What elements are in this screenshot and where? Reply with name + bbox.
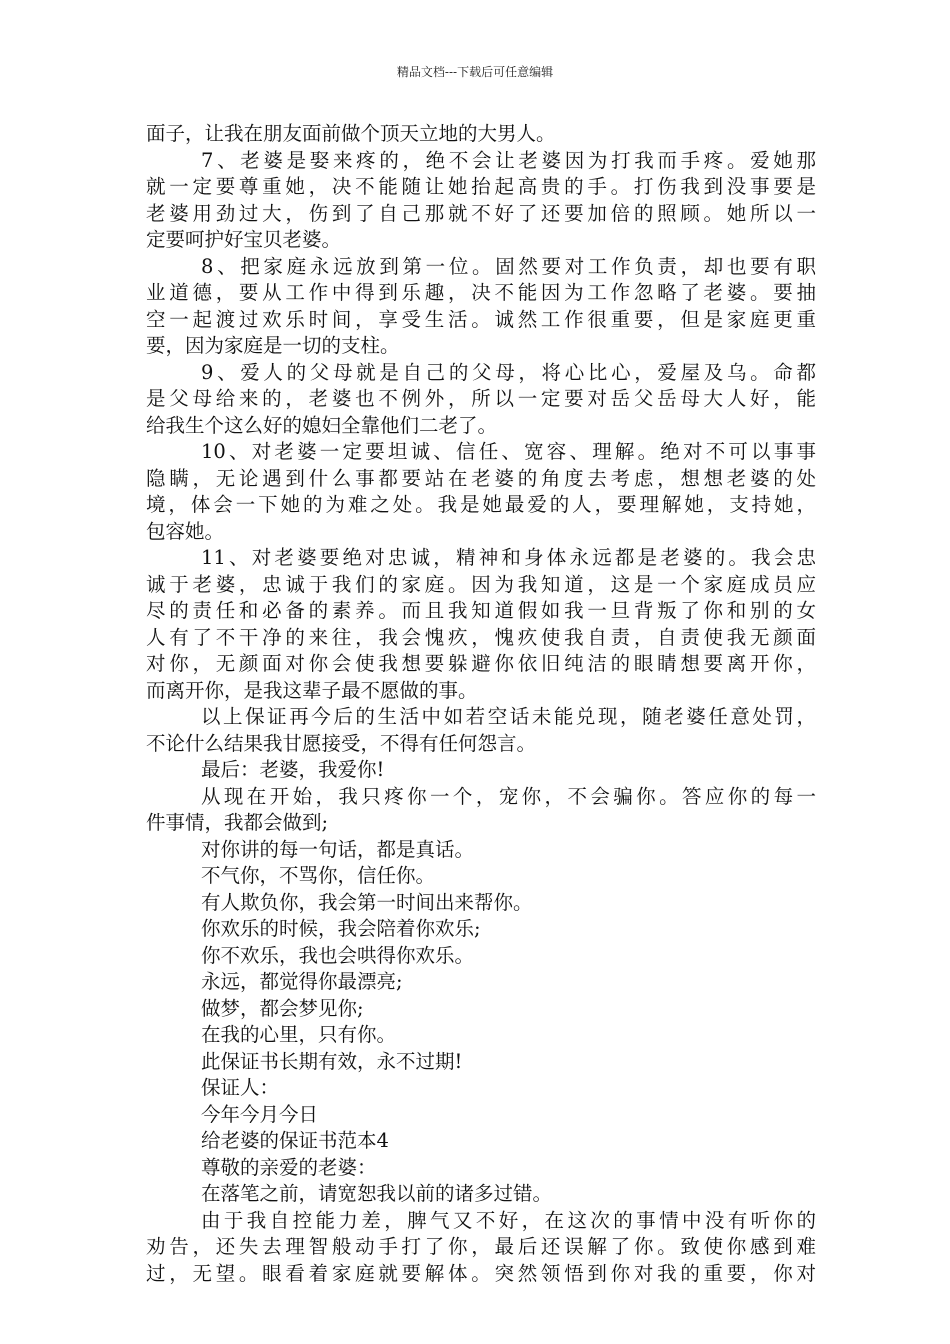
text-line: 给老婆的保证书范本4	[201, 1129, 389, 1152]
text-line: 人有了不干净的来往，我会愧疚，愧疚使我自责，自责使我无颜面	[146, 625, 816, 649]
text-line: 保证人：	[201, 1076, 280, 1099]
text-line: 业道德，要从工作中得到乐趣，决不能因为工作忽略了老婆。要抽	[146, 281, 816, 304]
text-line: 空一起渡过欢乐时间，享受生活。诚然工作很重要，但是家庭更重	[146, 307, 816, 331]
text-line: 定要呵护好宝贝老婆。	[146, 228, 342, 251]
text-line: 对你讲的每一句话，都是真话。	[201, 837, 475, 861]
text-line: 8、把家庭永远放到第一位。固然要对工作负责，却也要有职	[201, 254, 816, 278]
text-line: 就一定要尊重她，决不能随让她抬起高贵的手。打伤我到没事要是	[146, 175, 816, 198]
text-line: 不论什么结果我甘愿接受，不得有任何怨言。	[146, 731, 537, 755]
text-line: 有人欺负你，我会第一时间出来帮你。	[201, 890, 533, 914]
page-header: 精品文档---下载后可任意编辑	[396, 65, 554, 79]
text-line: 包容她。	[146, 519, 225, 543]
text-line: 7、老婆是娶来疼的，绝不会让老婆因为打我而手疼。爱她那	[201, 148, 816, 172]
text-line: 做梦，都会梦见你;	[201, 996, 364, 1020]
text-line: 要，因为家庭是一切的支柱。	[146, 334, 400, 357]
text-line: 老婆用劲过大，伤到了自己那就不好了还要加倍的照顾。她所以一	[146, 201, 816, 225]
text-line: 永远，都觉得你最漂亮;	[201, 970, 403, 993]
text-line: 面子，让我在朋友面前做个顶天立地的大男人。	[146, 122, 556, 145]
text-line: 由于我自控能力差，脾气又不好，在这次的事情中没有听你的	[201, 1208, 816, 1232]
text-line: 隐瞒，无论遇到什么事都要站在老婆的角度去考虑，想想老婆的处	[146, 466, 816, 490]
text-line: 10、对老婆一定要坦诚、信任、宽容、理解。绝对不可以事事	[201, 440, 816, 463]
text-line: 此保证书长期有效，永不过期!	[201, 1049, 463, 1073]
text-line: 11、对老婆要绝对忠诚，精神和身体永远都是老婆的。我会忠	[201, 546, 816, 569]
text-line: 最后：老婆，我爱你!	[201, 758, 385, 781]
text-line: 对你，无颜面对你会使我想要躲避你依旧纯洁的眼睛想要离开你，	[146, 652, 816, 675]
text-line: 在落笔之前，请宽恕我以前的诸多过错。	[201, 1182, 553, 1205]
text-line: 件事情，我都会做到;	[146, 811, 329, 834]
text-line: 境，体会一下她的为难之处。我是她最爱的人，要理解她，支持她，	[146, 493, 816, 516]
document-body	[146, 121, 816, 1287]
text-line: 你欢乐的时候，我会陪着你欢乐;	[201, 917, 481, 940]
text-line: 9、爱人的父母就是自己的父母，将心比心，爱屋及乌。命都	[201, 360, 816, 384]
text-line: 不气你，不骂你，信任你。	[201, 864, 436, 887]
text-line: 从现在开始，我只疼你一个，宠你，不会骗你。答应你的每一	[201, 784, 816, 808]
text-line: 以上保证再今后的生活中如若空话未能兑现，随老婆任意处罚，	[201, 705, 816, 728]
text-line: 而离开你，是我这辈子最不愿做的事。	[146, 678, 478, 702]
text-line: 尽的责任和必备的素养。而且我知道假如我一旦背叛了你和别的女	[146, 599, 816, 622]
text-line: 诚于老婆，忠诚于我们的家庭。因为我知道，这是一个家庭成员应	[146, 572, 816, 596]
text-line: 今年今月今日	[201, 1102, 319, 1126]
text-line: 劝告，还失去理智般动手打了你，最后还误解了你。致使你感到难	[146, 1235, 816, 1258]
text-line: 在我的心里，只有你。	[201, 1023, 397, 1046]
text-line: 过，无望。眼看着家庭就要解体。突然领悟到你对我的重要，你对	[146, 1261, 816, 1285]
text-line: 给我生个这么好的媳妇全靠他们二老了。	[146, 413, 498, 437]
text-line: 是父母给来的，老婆也不例外，所以一定要对岳父岳母大人好，能	[146, 387, 816, 410]
text-line: 你不欢乐，我也会哄得你欢乐。	[201, 943, 475, 967]
text-line: 尊敬的亲爱的老婆：	[201, 1155, 377, 1179]
